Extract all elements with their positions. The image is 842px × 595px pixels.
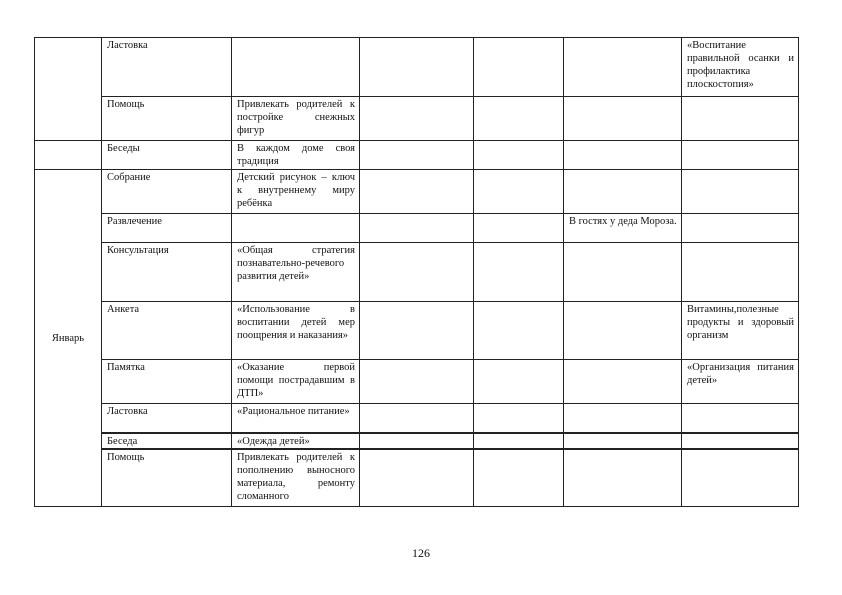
extra-cell xyxy=(682,404,799,433)
extra-cell xyxy=(682,449,799,507)
table-row xyxy=(35,97,799,141)
event-cell xyxy=(564,38,682,97)
form-cell: Помощь xyxy=(102,97,232,141)
form-cell: Ластовка xyxy=(102,404,232,433)
empty-cell xyxy=(360,170,474,214)
topic-cell: «Оказание первой помощи пострадавшим в ДТП» xyxy=(232,360,360,404)
empty-cell xyxy=(360,214,474,243)
form-cell: Беседа xyxy=(102,433,232,449)
empty-cell xyxy=(360,38,474,97)
extra-cell xyxy=(682,243,799,302)
event-cell xyxy=(564,360,682,404)
table-row xyxy=(35,141,799,170)
extra-cell xyxy=(682,433,799,449)
empty-cell xyxy=(360,302,474,360)
extra-cell xyxy=(682,214,799,243)
empty-cell xyxy=(360,243,474,302)
empty-cell xyxy=(474,243,564,302)
table-row xyxy=(35,449,799,507)
topic-cell: В каждом доме своя традиция xyxy=(232,141,360,170)
form-cell: Ластовка xyxy=(102,38,232,97)
extra-cell: «Организация питания детей» xyxy=(682,360,799,404)
event-cell xyxy=(564,170,682,214)
event-cell xyxy=(564,141,682,170)
topic-cell: «Одежда детей» xyxy=(232,433,360,449)
month-cell-january: Январь xyxy=(35,170,102,507)
event-cell xyxy=(564,97,682,141)
event-cell xyxy=(564,404,682,433)
empty-cell xyxy=(474,170,564,214)
empty-cell xyxy=(360,449,474,507)
empty-cell xyxy=(474,214,564,243)
topic-cell: Привлекать родителей к пополнению выносного материала, ремонту сломанного xyxy=(232,449,360,507)
empty-cell xyxy=(474,38,564,97)
event-cell xyxy=(564,243,682,302)
form-cell: Консультация xyxy=(102,243,232,302)
empty-cell xyxy=(360,360,474,404)
empty-cell xyxy=(474,141,564,170)
table-row xyxy=(35,302,799,360)
topic-cell: «Рациональное питание» xyxy=(232,404,360,433)
topic-cell xyxy=(232,214,360,243)
empty-cell xyxy=(474,97,564,141)
form-cell: Собрание xyxy=(102,170,232,214)
form-cell: Памятка xyxy=(102,360,232,404)
form-cell: Анкета xyxy=(102,302,232,360)
month-cell-previous xyxy=(35,38,102,141)
extra-cell xyxy=(682,141,799,170)
empty-cell xyxy=(474,302,564,360)
extra-cell xyxy=(682,170,799,214)
empty-cell xyxy=(474,404,564,433)
empty-cell xyxy=(474,449,564,507)
parent-work-plan-table xyxy=(34,37,799,507)
event-cell xyxy=(564,433,682,449)
form-cell: Беседы xyxy=(102,141,232,170)
table-row xyxy=(35,404,799,433)
month-cell-previous-tail xyxy=(35,141,102,170)
empty-cell xyxy=(360,141,474,170)
topic-cell xyxy=(232,38,360,97)
extra-cell: «Воспитание правильной осанки и профилактика плоскостопия» xyxy=(682,38,799,97)
empty-cell xyxy=(360,404,474,433)
extra-cell xyxy=(682,97,799,141)
page-number: 126 xyxy=(412,546,430,560)
extra-cell: Витамины,полезные продукты и здоровый организм xyxy=(682,302,799,360)
table-row xyxy=(35,360,799,404)
form-cell: Развлечение xyxy=(102,214,232,243)
form-cell: Помощь xyxy=(102,449,232,507)
table-row xyxy=(35,243,799,302)
empty-cell xyxy=(474,433,564,449)
topic-cell: «Общая стратегия познавательно-речевого развития детей» xyxy=(232,243,360,302)
table-row xyxy=(35,170,799,214)
topic-cell: Привлекать родителей к постройке снежных фигур xyxy=(232,97,360,141)
empty-cell xyxy=(360,433,474,449)
event-cell: В гостях у деда Мороза. xyxy=(564,214,682,243)
topic-cell: Детский рисунок – ключ к внутреннему миру ребёнка xyxy=(232,170,360,214)
table-row xyxy=(35,214,799,243)
empty-cell xyxy=(360,97,474,141)
table-row xyxy=(35,433,799,449)
event-cell xyxy=(564,302,682,360)
topic-cell: «Использование в воспитании детей мер поощрения и наказания» xyxy=(232,302,360,360)
event-cell xyxy=(564,449,682,507)
empty-cell xyxy=(474,360,564,404)
table-row xyxy=(35,38,799,97)
